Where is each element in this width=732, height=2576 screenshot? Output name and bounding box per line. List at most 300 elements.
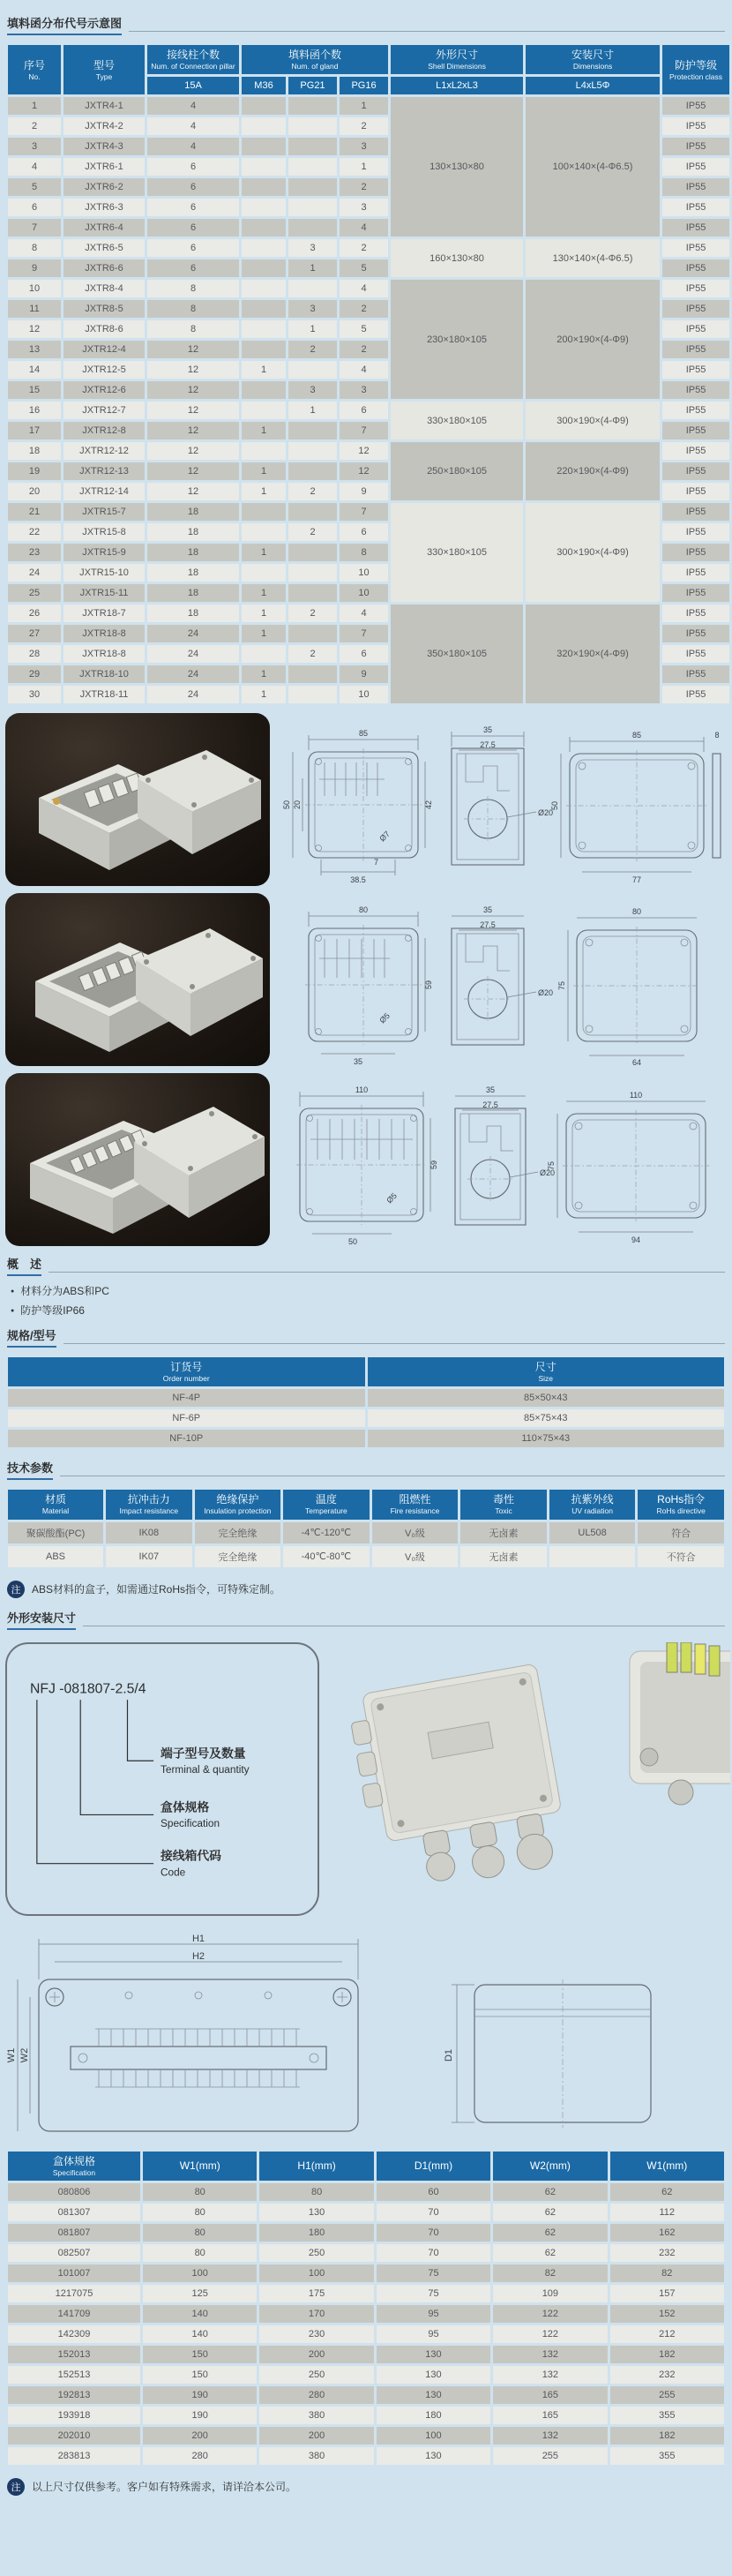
cell-type: JXTR12-14 — [63, 483, 145, 500]
col-mount — [526, 45, 660, 74]
cell-protection: IP55 — [662, 259, 729, 277]
col-gland — [242, 45, 388, 74]
cell-pg21 — [288, 199, 337, 216]
cell-no: 19 — [8, 462, 61, 480]
cell-type: JXTR15-11 — [63, 584, 145, 602]
cell-pg21: 2 — [288, 483, 337, 500]
header-label-en: Material — [41, 1506, 70, 1516]
col-ip — [662, 45, 729, 94]
cell-no: 17 — [8, 422, 61, 439]
size-cell: 80 — [143, 2183, 257, 2201]
section-title: 技术参数 — [7, 1459, 53, 1480]
cell-type: JXTR12-12 — [63, 442, 145, 460]
size-cell: 80 — [143, 2224, 257, 2242]
size-cell: 250 — [259, 2366, 373, 2384]
dim-front-width: 110 — [355, 1085, 369, 1095]
cell-m36 — [242, 97, 286, 115]
size-cell: 130 — [259, 2204, 373, 2221]
size-cell: 255 — [610, 2386, 724, 2404]
size-cell: 162 — [610, 2224, 724, 2242]
size-row — [8, 2244, 724, 2262]
cell-pg16: 6 — [340, 645, 388, 663]
size-cell: 190 — [143, 2386, 257, 2404]
overview-bullet: ● 防护等级IP66 — [11, 1303, 727, 1318]
cell-pg16: 10 — [340, 686, 388, 703]
cell-no: 27 — [8, 625, 61, 642]
header-label-zh: W1(mm) — [646, 2159, 688, 2172]
cell-15a: 12 — [147, 341, 239, 358]
section-title: 概 述 — [7, 1255, 41, 1276]
cell-protection: IP55 — [662, 341, 729, 358]
note-badge-icon: 注 — [7, 1581, 25, 1598]
cell-no: 23 — [8, 544, 61, 561]
title-rule — [129, 31, 725, 32]
cell-mount-dims: 220×190×(4-Φ9) — [526, 442, 660, 500]
cell-15a: 8 — [147, 320, 239, 338]
dim-front-small: 7 — [374, 858, 379, 867]
tech-cell: 完全绝缘 — [195, 1522, 281, 1543]
cell-15a: 6 — [147, 219, 239, 237]
size-cell: 142309 — [8, 2325, 140, 2343]
size-cell: 283813 — [8, 2447, 140, 2465]
size-cell: 132 — [493, 2346, 607, 2363]
header-label-en: RoHs directive — [656, 1506, 706, 1516]
cell-m36 — [242, 178, 286, 196]
cell-15a: 24 — [147, 686, 239, 703]
cell-protection: IP55 — [662, 300, 729, 318]
size-cell: 180 — [259, 2224, 373, 2242]
cell-15a: 18 — [147, 544, 239, 561]
cell-m36 — [242, 138, 286, 155]
size-cell: 380 — [259, 2407, 373, 2424]
cell-type: JXTR6-5 — [63, 239, 145, 257]
header-label-zh: M36 — [254, 80, 273, 92]
tech-col — [8, 1490, 103, 1519]
col-l1l2l3 — [391, 77, 523, 94]
cell-pg16: 1 — [340, 158, 388, 176]
header-label-en: Protection class — [669, 71, 723, 81]
cell-pg16: 6 — [340, 523, 388, 541]
cell-15a: 24 — [147, 645, 239, 663]
section-title: 外形安装尺寸 — [7, 1609, 76, 1630]
header-row-1 — [8, 45, 729, 74]
cell-15a: 24 — [147, 665, 239, 683]
size-cell: 192813 — [8, 2386, 140, 2404]
size-cell: 112 — [610, 2204, 724, 2221]
size-cell: 152 — [610, 2305, 724, 2323]
col-shell — [391, 45, 523, 74]
cell-mount-dims: 130×140×(4-Φ6.5) — [526, 239, 660, 277]
cell-15a: 24 — [147, 625, 239, 642]
size-cell: 175 — [259, 2285, 373, 2302]
size-cell: 230 — [259, 2325, 373, 2343]
title-rule — [63, 1343, 725, 1344]
size-row — [8, 2264, 724, 2282]
cell-mount-dims: 100×140×(4-Φ6.5) — [526, 97, 660, 237]
spec-row — [8, 1409, 724, 1427]
size-cell: 193918 — [8, 2407, 140, 2424]
dim-back-width: 80 — [631, 907, 642, 917]
box-size-table — [5, 2149, 727, 2467]
cell-pg16: 9 — [340, 483, 388, 500]
col-m36 — [242, 77, 286, 94]
cell-pg21 — [288, 564, 337, 582]
cell-pg16: 2 — [340, 178, 388, 196]
size-cell: 70 — [377, 2224, 490, 2242]
dim-side-width: 35 — [482, 905, 493, 915]
header-label-en: Impact resistance — [119, 1506, 179, 1516]
cell-15a: 12 — [147, 483, 239, 500]
cell-m36 — [242, 402, 286, 419]
product-photo-nf10p — [5, 1073, 270, 1246]
cell-m36 — [242, 259, 286, 277]
size-row — [8, 2447, 724, 2465]
cell-15a: 8 — [147, 280, 239, 297]
dim-back-width: 85 — [631, 731, 642, 740]
cell-type: JXTR4-2 — [63, 117, 145, 135]
cell-protection: IP55 — [662, 117, 729, 135]
size-cell: 200 — [259, 2427, 373, 2445]
note-badge-icon: 注 — [7, 2478, 25, 2496]
size-cell: 80 — [259, 2183, 373, 2201]
cell-order-number: NF-10P — [8, 1430, 365, 1447]
cell-15a: 6 — [147, 239, 239, 257]
header-label-en: Shell Dimensions — [428, 62, 486, 71]
size-cell: 100 — [143, 2264, 257, 2282]
size-cell: 165 — [493, 2407, 607, 2424]
cell-pg21 — [288, 280, 337, 297]
cell-protection: IP55 — [662, 402, 729, 419]
cell-protection: IP55 — [662, 97, 729, 115]
section-title: 规格/型号 — [7, 1326, 56, 1348]
size-cell: 62 — [493, 2244, 607, 2262]
header-label-zh: 毒性 — [493, 1493, 515, 1506]
tech-cell: V₀级 — [372, 1546, 459, 1567]
header-label-zh: L1xL2xL3 — [436, 80, 478, 92]
size-cell: 152013 — [8, 2346, 140, 2363]
cell-pg21: 2 — [288, 605, 337, 622]
junction-box-photo-art — [5, 893, 270, 1066]
cell-type: JXTR12-5 — [63, 361, 145, 379]
cell-type: JXTR4-3 — [63, 138, 145, 155]
cell-m36: 1 — [242, 605, 286, 622]
cell-type: JXTR18-11 — [63, 686, 145, 703]
header-label-en: UV radiation — [571, 1506, 613, 1516]
header-label-zh: 序号 — [23, 58, 45, 71]
cell-pg16: 3 — [340, 138, 388, 155]
cell-pg21 — [288, 422, 337, 439]
cell-protection: IP55 — [662, 686, 729, 703]
cell-pg21 — [288, 97, 337, 115]
header-label-zh: D1(mm) — [414, 2159, 453, 2172]
cell-no: 3 — [8, 138, 61, 155]
cell-no: 11 — [8, 300, 61, 318]
cell-no: 30 — [8, 686, 61, 703]
size-row — [8, 2224, 724, 2242]
size-cell: 150 — [143, 2366, 257, 2384]
size-cell: 141709 — [8, 2305, 140, 2323]
tech-col — [460, 1490, 547, 1519]
dim-front-width: 85 — [358, 729, 369, 739]
cell-m36 — [242, 219, 286, 237]
header-label-zh: PG21 — [300, 80, 325, 92]
cell-pg16: 2 — [340, 117, 388, 135]
cell-15a: 18 — [147, 564, 239, 582]
header-label-en: Toxic — [495, 1506, 512, 1516]
size-col — [377, 2152, 490, 2181]
size-row — [8, 2325, 724, 2343]
size-cell: 202010 — [8, 2427, 140, 2445]
tech-cell: 完全绝缘 — [195, 1546, 281, 1567]
dim-back-left: 75 — [547, 1161, 556, 1171]
cell-15a: 18 — [147, 605, 239, 622]
model-row — [8, 97, 729, 115]
dim-front-bottom: 50 — [347, 1237, 358, 1247]
size-col — [143, 2152, 257, 2181]
cell-pg16: 7 — [340, 503, 388, 521]
cell-shell-dims: 230×180×105 — [391, 280, 523, 399]
size-cell: 80 — [143, 2244, 257, 2262]
section-spec-model — [7, 1326, 725, 1348]
cell-order-number: NF-6P — [8, 1409, 365, 1427]
cell-type: JXTR12-7 — [63, 402, 145, 419]
tech-cell: 聚碳酸酯(PC) — [8, 1522, 103, 1543]
junction-box-photo-art — [5, 713, 270, 886]
tech-note — [7, 1581, 725, 1598]
size-cell: 200 — [259, 2346, 373, 2363]
tech-cell: 不符合 — [638, 1546, 724, 1567]
model-row — [8, 605, 729, 622]
gallery-row-2 — [5, 893, 727, 1066]
size-cell: 125 — [143, 2285, 257, 2302]
cell-type: JXTR15-7 — [63, 503, 145, 521]
header-label-zh: L4xL5Φ — [575, 80, 610, 92]
cell-pg21: 2 — [288, 341, 337, 358]
cell-pg21: 3 — [288, 300, 337, 318]
size-cell: 255 — [493, 2447, 607, 2465]
header-label-en: Insulation protection — [204, 1506, 272, 1516]
header-label-zh: 15A — [184, 80, 202, 92]
cell-pg16: 2 — [340, 341, 388, 358]
cell-no: 16 — [8, 402, 61, 419]
cell-mount-dims: 320×190×(4-Φ9) — [526, 605, 660, 703]
cell-no: 9 — [8, 259, 61, 277]
tech-row — [8, 1546, 724, 1567]
tech-cell: V₀级 — [372, 1522, 459, 1543]
dim-gland-dia: Ø20 — [538, 808, 554, 818]
header-label-zh: H1(mm) — [297, 2159, 336, 2172]
size-cell: 081807 — [8, 2224, 140, 2242]
cell-15a: 12 — [147, 361, 239, 379]
cell-no: 29 — [8, 665, 61, 683]
cell-protection: IP55 — [662, 381, 729, 399]
size-cell: 100 — [259, 2264, 373, 2282]
cell-no: 10 — [8, 280, 61, 297]
dim-back-left: 75 — [557, 981, 566, 991]
model-row — [8, 503, 729, 521]
cell-type: JXTR6-6 — [63, 259, 145, 277]
dim-back-bottom: 77 — [631, 875, 642, 885]
dim-side-inner: 27.5 — [480, 920, 496, 930]
cell-type: JXTR18-10 — [63, 665, 145, 683]
cell-no: 4 — [8, 158, 61, 176]
cell-protection: IP55 — [662, 462, 729, 480]
junction-box-photo-art — [5, 1073, 270, 1246]
cell-15a: 12 — [147, 402, 239, 419]
cell-no: 26 — [8, 605, 61, 622]
cell-protection: IP55 — [662, 158, 729, 176]
col-pillar — [147, 45, 239, 74]
cell-protection: IP55 — [662, 442, 729, 460]
cell-pg21 — [288, 219, 337, 237]
tech-row — [8, 1522, 724, 1543]
tech-cell: -4℃-120℃ — [283, 1522, 370, 1543]
cell-no: 12 — [8, 320, 61, 338]
dim-front-inner: 20 — [293, 800, 302, 810]
footer-note — [7, 2478, 725, 2496]
col-l4l5 — [526, 77, 660, 94]
size-cell: 60 — [377, 2183, 490, 2201]
cell-no: 6 — [8, 199, 61, 216]
top-view-drawing — [5, 1932, 385, 2144]
size-cell: 280 — [143, 2447, 257, 2465]
cell-type: JXTR12-8 — [63, 422, 145, 439]
cell-type: JXTR15-9 — [63, 544, 145, 561]
cell-pg16: 5 — [340, 320, 388, 338]
cell-pg21 — [288, 138, 337, 155]
model-row — [8, 442, 729, 460]
cell-pg16: 8 — [340, 544, 388, 561]
size-cell: 101007 — [8, 2264, 140, 2282]
header-label-zh: 抗紫外线 — [571, 1493, 614, 1506]
size-cell: 95 — [377, 2305, 490, 2323]
size-cell: 355 — [610, 2407, 724, 2424]
tech-note-text: ABS材料的盒子，如需通过RoHs指令，可特殊定制。 — [32, 1583, 281, 1596]
tech-cell: ABS — [8, 1546, 103, 1567]
cell-protection: IP55 — [662, 361, 729, 379]
size-cell: 190 — [143, 2407, 257, 2424]
cell-m36: 1 — [242, 665, 286, 683]
dim-back-bottom: 64 — [631, 1058, 642, 1067]
overview-bullet: ● 材料分为ABS和PC — [11, 1283, 727, 1298]
header-label-en: Specification — [52, 2167, 96, 2177]
tech-params-table — [5, 1487, 727, 1569]
cell-type: JXTR6-1 — [63, 158, 145, 176]
header-label-zh: 接线柱个数 — [166, 49, 220, 61]
cell-shell-dims: 160×130×80 — [391, 239, 523, 277]
cell-pg16: 2 — [340, 239, 388, 257]
header-label-zh: 抗冲击力 — [127, 1493, 170, 1506]
cell-no: 8 — [8, 239, 61, 257]
size-cell: 62 — [610, 2183, 724, 2201]
cell-type: JXTR8-5 — [63, 300, 145, 318]
cell-pg16: 10 — [340, 584, 388, 602]
header-label-zh: 订货号 — [170, 1361, 203, 1374]
size-cell: 081307 — [8, 2204, 140, 2221]
tech-col — [549, 1490, 636, 1519]
header-label-zh: 尺寸 — [534, 1361, 556, 1374]
tech-cell: 符合 — [638, 1522, 724, 1543]
cell-pg21: 2 — [288, 523, 337, 541]
size-cell: 182 — [610, 2346, 724, 2363]
col-type — [63, 45, 145, 94]
cell-m36 — [242, 442, 286, 460]
spec-col — [8, 1357, 365, 1386]
size-col — [493, 2152, 607, 2181]
tech-col — [638, 1490, 724, 1519]
size-row — [8, 2346, 724, 2363]
cell-pg16: 3 — [340, 381, 388, 399]
size-cell: 380 — [259, 2447, 373, 2465]
cell-type: JXTR18-8 — [63, 625, 145, 642]
cell-pg21 — [288, 361, 337, 379]
cell-size: 85×75×43 — [368, 1409, 725, 1427]
dims-bottom-row — [5, 1932, 727, 2144]
product-photo-nf4p — [5, 713, 270, 886]
header-label-zh: PG16 — [351, 80, 377, 92]
cell-no: 21 — [8, 503, 61, 521]
header-label-zh: 阻燃性 — [399, 1493, 431, 1506]
cell-m36: 1 — [242, 462, 286, 480]
dimension-drawing-nf10p — [279, 1073, 725, 1246]
cell-m36: 1 — [242, 625, 286, 642]
cell-protection: IP55 — [662, 503, 729, 521]
cell-m36: 1 — [242, 483, 286, 500]
size-row — [8, 2285, 724, 2302]
cell-m36 — [242, 199, 286, 216]
cell-shell-dims: 330×180×105 — [391, 402, 523, 439]
col-no — [8, 45, 61, 94]
size-table-head — [8, 2152, 724, 2181]
tech-cell: UL508 — [549, 1522, 636, 1543]
size-row — [8, 2407, 724, 2424]
size-cell: 130 — [377, 2366, 490, 2384]
cell-pg16: 1 — [340, 97, 388, 115]
size-cell: 95 — [377, 2325, 490, 2343]
size-cell: 132 — [493, 2427, 607, 2445]
dim-h2-label: H2 — [191, 1950, 205, 1962]
spec-col — [368, 1357, 725, 1386]
size-cell: 62 — [493, 2183, 607, 2201]
size-cell: 122 — [493, 2325, 607, 2343]
size-cell: 75 — [377, 2285, 490, 2302]
tech-col — [283, 1490, 370, 1519]
model-table-head — [8, 45, 729, 94]
size-cell: 140 — [143, 2305, 257, 2323]
cell-protection: IP55 — [662, 584, 729, 602]
cell-pg21 — [288, 158, 337, 176]
cell-pg21: 1 — [288, 402, 337, 419]
dim-side-inner: 27.5 — [480, 740, 496, 750]
size-cell: 200 — [143, 2427, 257, 2445]
cell-pg16: 4 — [340, 280, 388, 297]
cell-15a: 18 — [147, 503, 239, 521]
cell-m36 — [242, 239, 286, 257]
header-label-en: Order number — [162, 1374, 210, 1384]
cell-type: JXTR18-7 — [63, 605, 145, 622]
cell-pg21 — [288, 503, 337, 521]
cell-no: 14 — [8, 361, 61, 379]
cell-pg21: 1 — [288, 259, 337, 277]
cell-protection: IP55 — [662, 138, 729, 155]
tech-col — [106, 1490, 192, 1519]
header-label-zh: 盒体规格 — [52, 2154, 95, 2167]
cell-pg21 — [288, 442, 337, 460]
cell-pg21 — [288, 665, 337, 683]
size-cell: 82 — [493, 2264, 607, 2282]
code-label-code-en: Code — [160, 1866, 186, 1879]
cell-m36 — [242, 117, 286, 135]
